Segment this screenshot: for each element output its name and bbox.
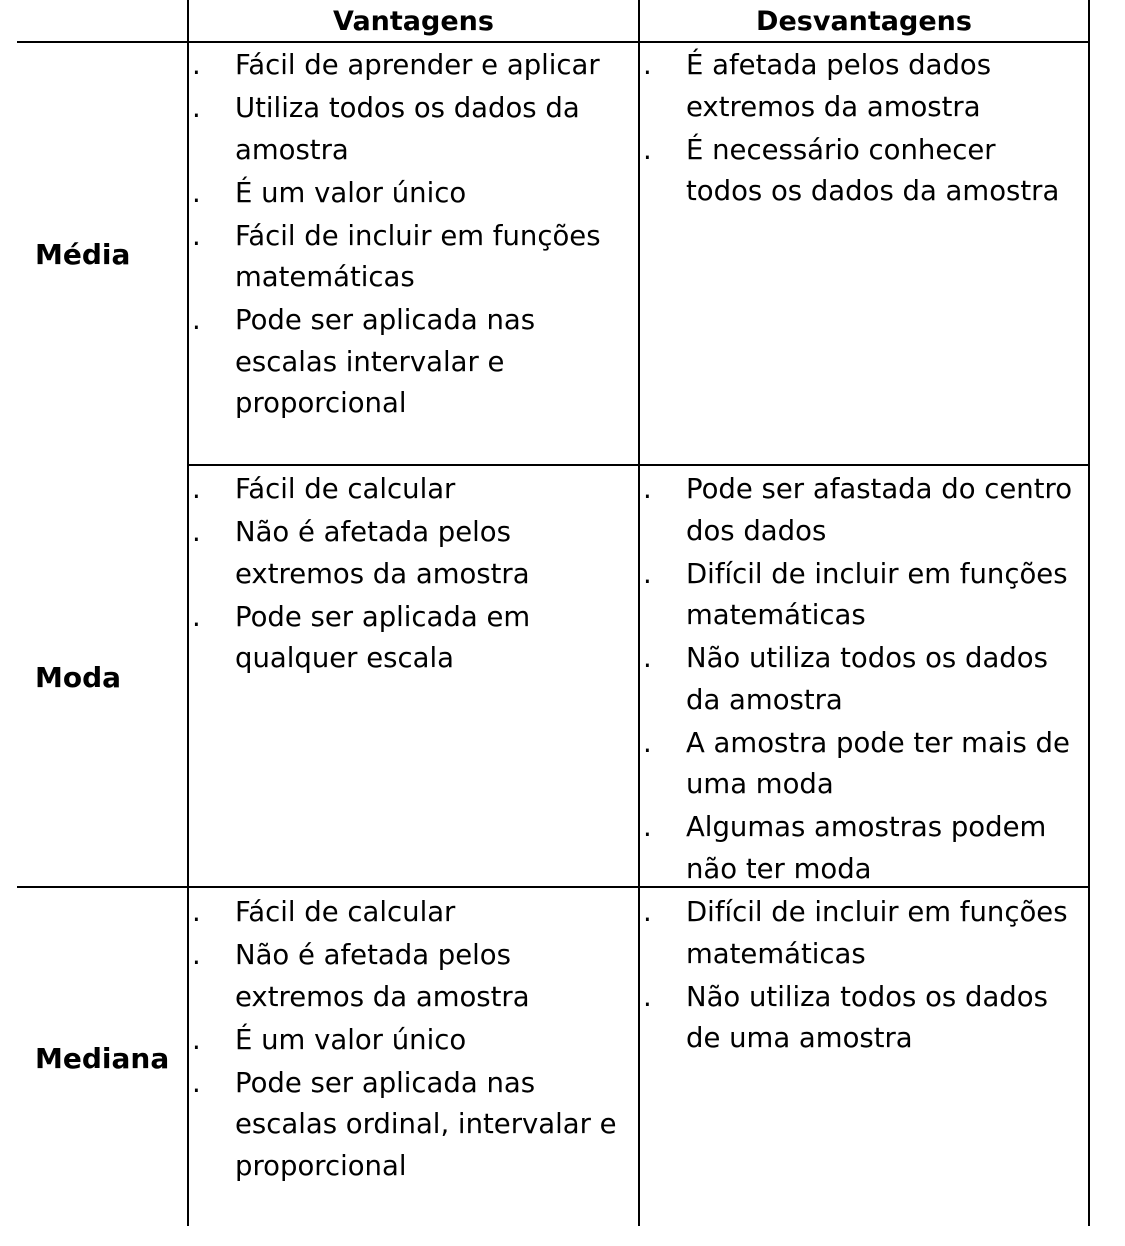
list-item: . Fácil de incluir em funções matemáticas — [188, 216, 628, 299]
list-item: . Pode ser afastada do centro dos dados — [639, 469, 1079, 552]
row-divider-1 — [187, 464, 1090, 466]
moda-advantages-list — [188, 469, 628, 681]
list-item: . É necessário conhecer todos os dados da amostra — [639, 130, 1077, 213]
column-divider-right — [1088, 0, 1090, 1226]
row-label-mediana: Mediana — [35, 1042, 170, 1075]
list-item: . Fácil de calcular — [188, 469, 628, 511]
list-item: . É um valor único — [188, 173, 628, 215]
mediana-disadvantages-list — [639, 892, 1079, 1061]
list-item: . Difícil de incluir em funções matemáticas — [639, 554, 1079, 637]
list-item: . Difícil de incluir em funções matemáticas — [639, 892, 1079, 975]
header-advantages: Vantagens — [333, 6, 494, 37]
list-item: . Pode ser aplicada nas escalas intervalar e proporcional — [188, 300, 628, 425]
list-item: . Fácil de calcular — [188, 892, 628, 934]
header-rule — [17, 41, 1090, 43]
list-item: . Não utiliza todos os dados da amostra — [639, 638, 1079, 721]
list-item: . Não é afetada pelos extremos da amostra — [188, 935, 628, 1018]
list-item: . É afetada pelos dados extremos da amostra — [639, 45, 1077, 128]
list-item: . Pode ser aplicada em qualquer escala — [188, 597, 628, 680]
media-disadvantages-list — [639, 45, 1077, 214]
list-item: . Utiliza todos os dados da amostra — [188, 88, 628, 171]
header-disadvantages: Desvantagens — [756, 6, 972, 37]
moda-disadvantages-list — [639, 469, 1079, 892]
list-item: . Algumas amostras podem não ter moda — [639, 807, 1079, 890]
list-item: . Fácil de aprender e aplicar — [188, 45, 628, 87]
list-item: . Não utiliza todos os dados de uma amostra — [639, 977, 1079, 1060]
list-item: . A amostra pode ter mais de uma moda — [639, 723, 1079, 806]
list-item: . Não é afetada pelos extremos da amostra — [188, 512, 628, 595]
row-label-moda: Moda — [35, 661, 122, 694]
media-advantages-list — [188, 45, 628, 426]
list-item: . É um valor único — [188, 1020, 628, 1062]
list-item: . Pode ser aplicada nas escalas ordinal, intervalar e proporcional — [188, 1063, 628, 1188]
row-label-media: Média — [35, 238, 131, 271]
mediana-advantages-list — [188, 892, 628, 1189]
